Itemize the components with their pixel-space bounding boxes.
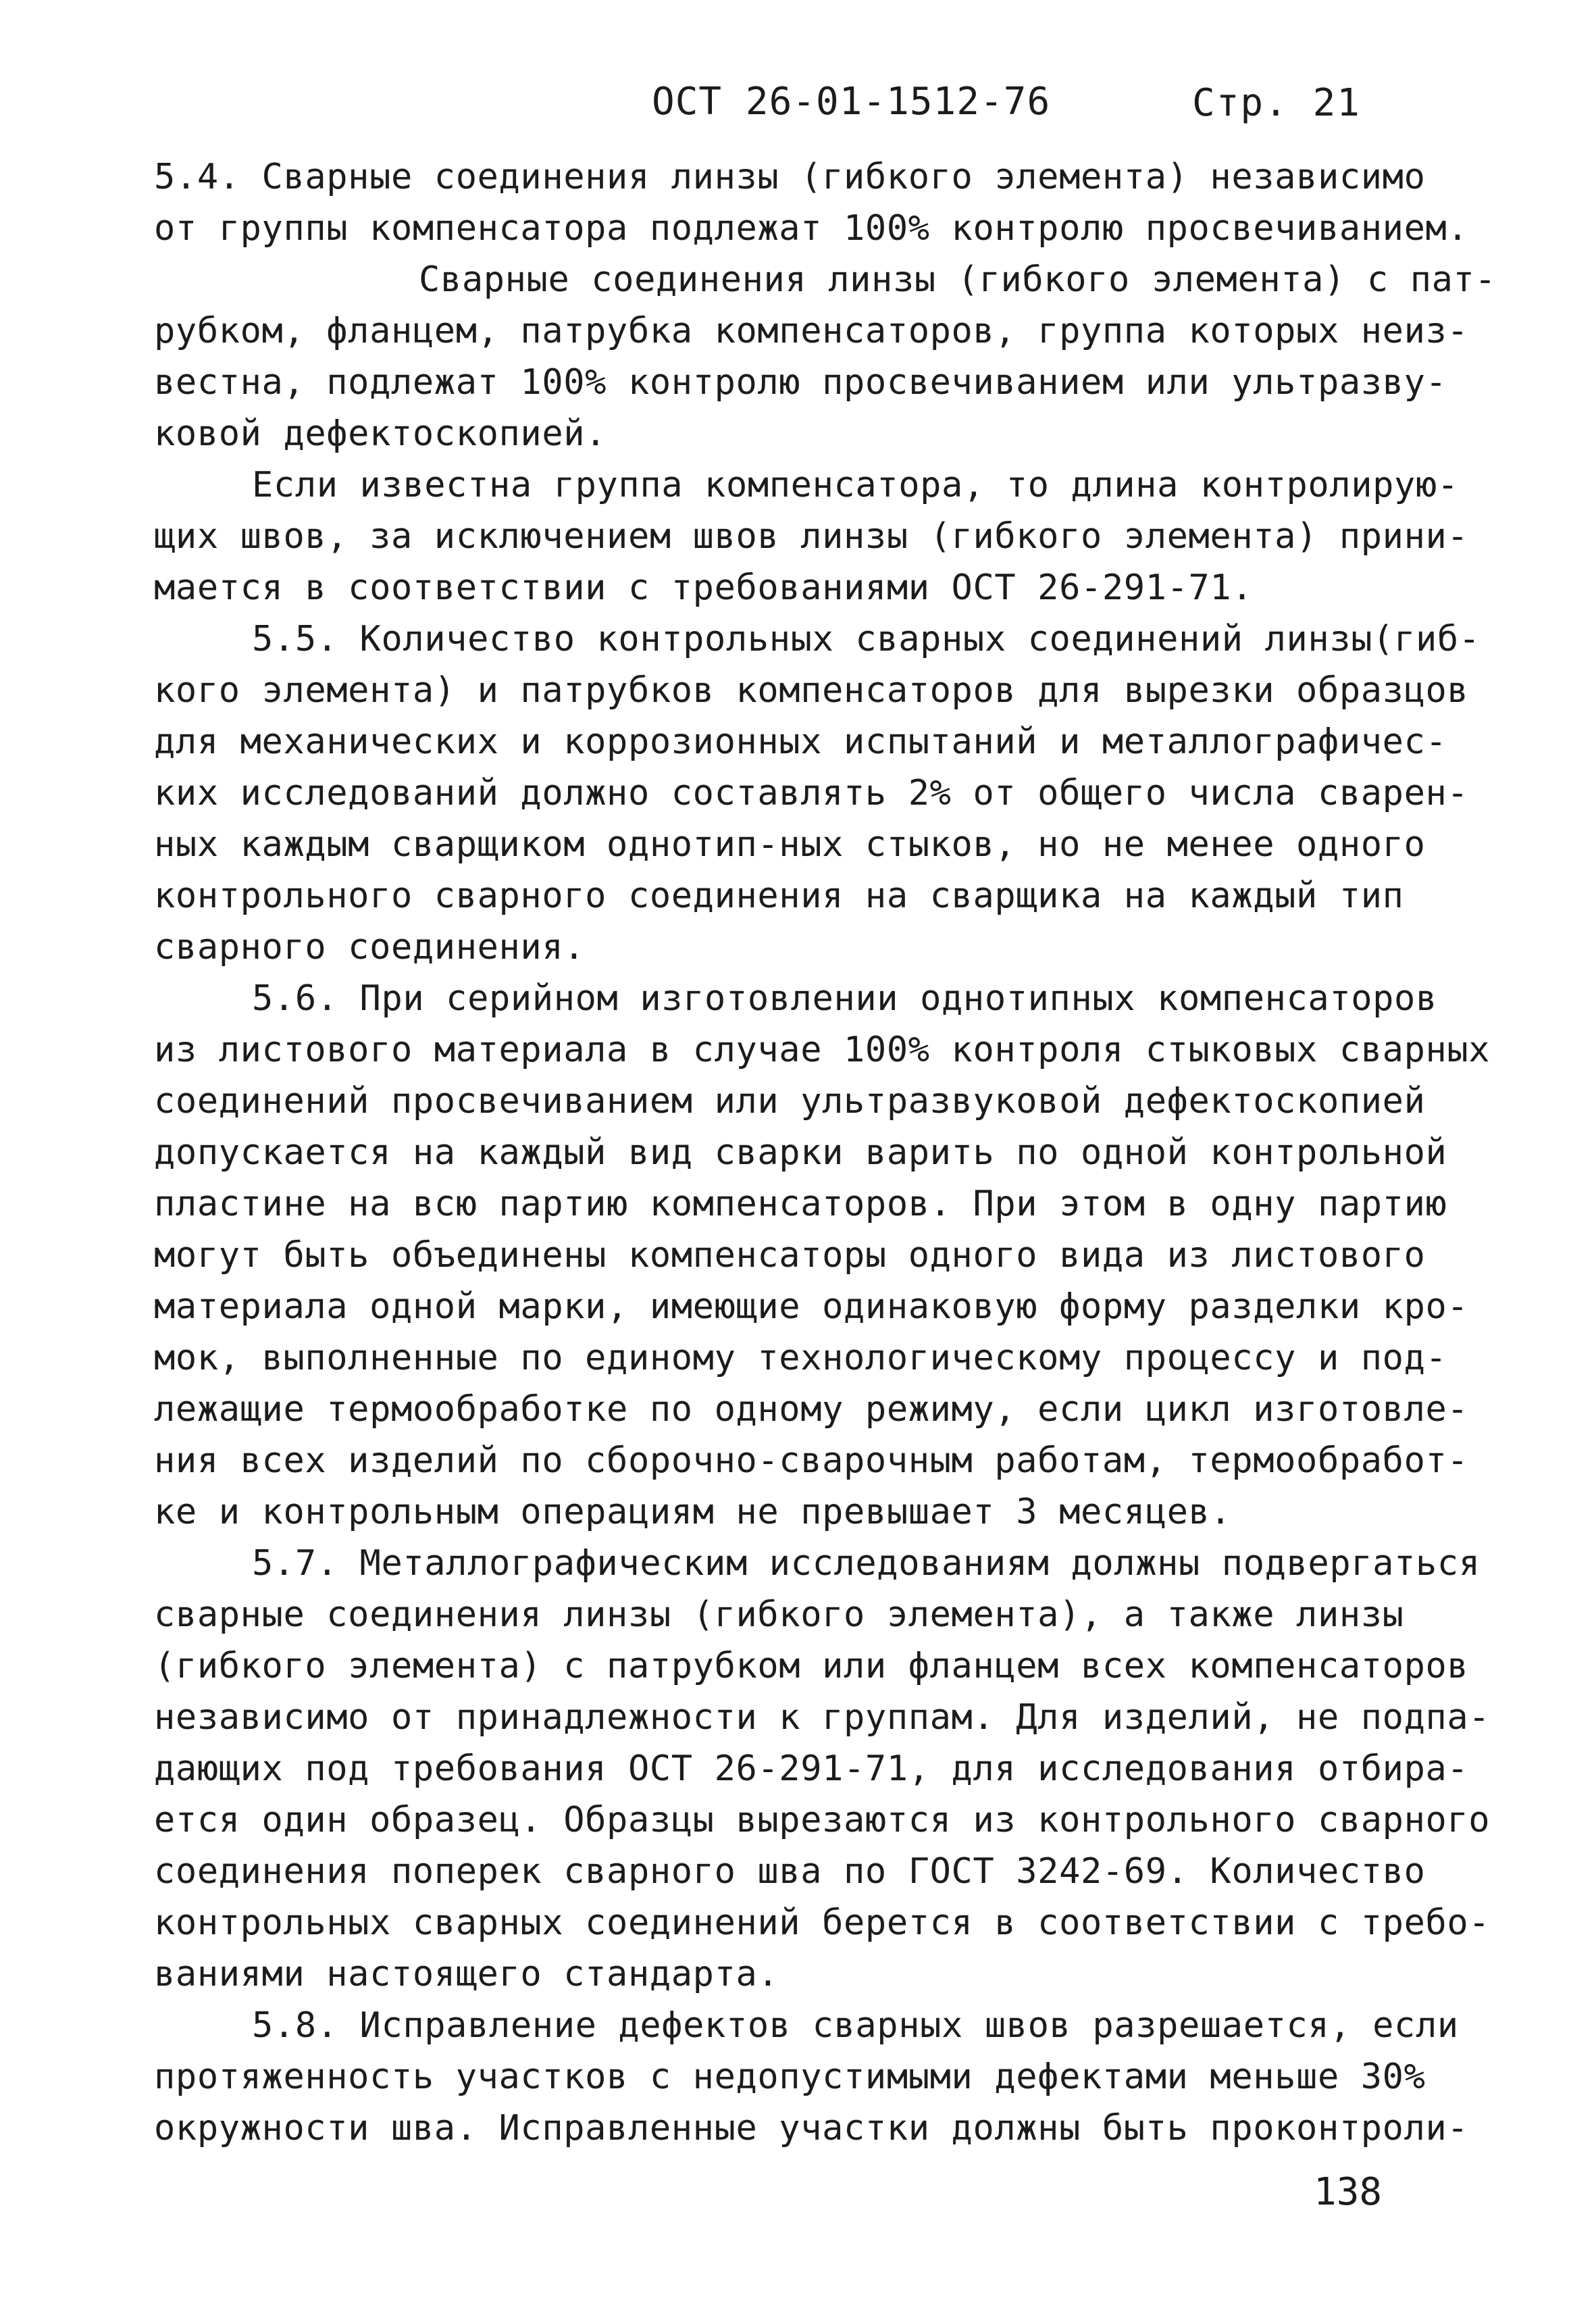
text-line: контрольного сварного соединения на сварщика на каждый тип xyxy=(154,876,1404,916)
text-line: ке и контрольным операциям не превышает 3 месяцев. xyxy=(154,1492,1232,1532)
text-line: рубком, фланцем, патрубка компенсаторов, группа которых неиз- xyxy=(154,311,1469,351)
text-line: Сварные соединения линзы (гибкого элемента) с пат- xyxy=(419,259,1497,300)
text-line: ваниями настоящего стандарта. xyxy=(154,1954,779,1994)
text-line: ется один образец. Образцы вырезаются из контрольного сварного xyxy=(154,1800,1491,1840)
text-line: сварного соединения. xyxy=(154,927,586,967)
text-line: лежащие термообработке по одному режиму, если цикл изготовле- xyxy=(154,1389,1469,1430)
text-line: ких исследований должно составлять 2% от общего числа сварен- xyxy=(154,773,1469,813)
page-label: Стр. 21 xyxy=(1192,81,1362,125)
text-line: контрольных сварных соединений берется в соответствии с требо- xyxy=(154,1903,1491,1943)
text-line: независимо от принадлежности к группам. Для изделий, не подпа- xyxy=(154,1697,1491,1738)
text-line: 5.5. Количество контрольных сварных соединений линзы(гиб- xyxy=(252,619,1481,659)
text-line: 5.8. Исправление дефектов сварных швов разрешается, если xyxy=(252,2005,1459,2046)
text-line: ных каждым сварщиком однотип-ных стыков, но не менее одного xyxy=(154,824,1426,865)
text-line: пластине на всю партию компенсаторов. При этом в одну партию xyxy=(154,1184,1447,1224)
document-number: ОСТ 26-01-1512-76 xyxy=(652,80,1051,124)
text-line: ковой дефектоскопией. xyxy=(154,413,607,454)
text-line: окружности шва. Исправленные участки должны быть проконтроли- xyxy=(154,2108,1469,2148)
text-line: ния всех изделий по сборочно-сварочным работам, термообработ- xyxy=(154,1440,1469,1481)
text-line: Если известна группа компенсатора, то длина контролирую- xyxy=(252,465,1459,505)
text-line: мается в соответствии с требованиями ОСТ 26-291-71. xyxy=(154,568,1254,608)
text-line: соединений просвечиванием или ультразвуковой дефектоскопией xyxy=(154,1081,1426,1122)
text-line: 5.4. Сварные соединения линзы (гибкого элемента) независимо xyxy=(154,157,1426,197)
text-line: допускается на каждый вид сварки варить по одной контрольной xyxy=(154,1132,1447,1173)
text-line: от группы компенсатора подлежат 100% контролю просвечиванием. xyxy=(154,208,1469,249)
text-line: кого элемента) и патрубков компенсаторов для вырезки образцов xyxy=(154,670,1469,711)
text-line: дающих под требования ОСТ 26-291-71, для исследования отбира- xyxy=(154,1749,1469,1789)
text-line: щих швов, за исключением швов линзы (гибкого элемента) прини- xyxy=(154,516,1469,557)
text-line: 5.7. Металлографическим исследованиям должны подвергаться xyxy=(252,1543,1481,1584)
text-line: (гибкого элемента) с патрубком или фланцем всех компенсаторов xyxy=(154,1646,1469,1686)
text-line: 5.6. При серийном изготовлении однотипных компенсаторов xyxy=(252,978,1437,1019)
text-line: соединения поперек сварного шва по ГОСТ 3242-69. Количество xyxy=(154,1851,1426,1892)
text-line: вестна, подлежат 100% контролю просвечиванием или ультразву- xyxy=(154,362,1447,403)
text-line: сварные соединения линзы (гибкого элемента), а также линзы xyxy=(154,1594,1404,1635)
page-number: 138 xyxy=(1314,2170,1383,2214)
text-line: материала одной марки, имеющие одинаковую форму разделки кро- xyxy=(154,1286,1469,1327)
text-line: могут быть объединены компенсаторы одного вида из листового xyxy=(154,1235,1426,1276)
text-line: из листового материала в случае 100% контроля стыковых сварных xyxy=(154,1030,1491,1070)
text-line: мок, выполненные по единому технологическому процессу и под- xyxy=(154,1338,1447,1378)
text-line: протяженность участков с недопустимыми дефектами меньше 30% xyxy=(154,2057,1426,2097)
text-line: для механических и коррозионных испытаний и металлографичес- xyxy=(154,722,1447,762)
